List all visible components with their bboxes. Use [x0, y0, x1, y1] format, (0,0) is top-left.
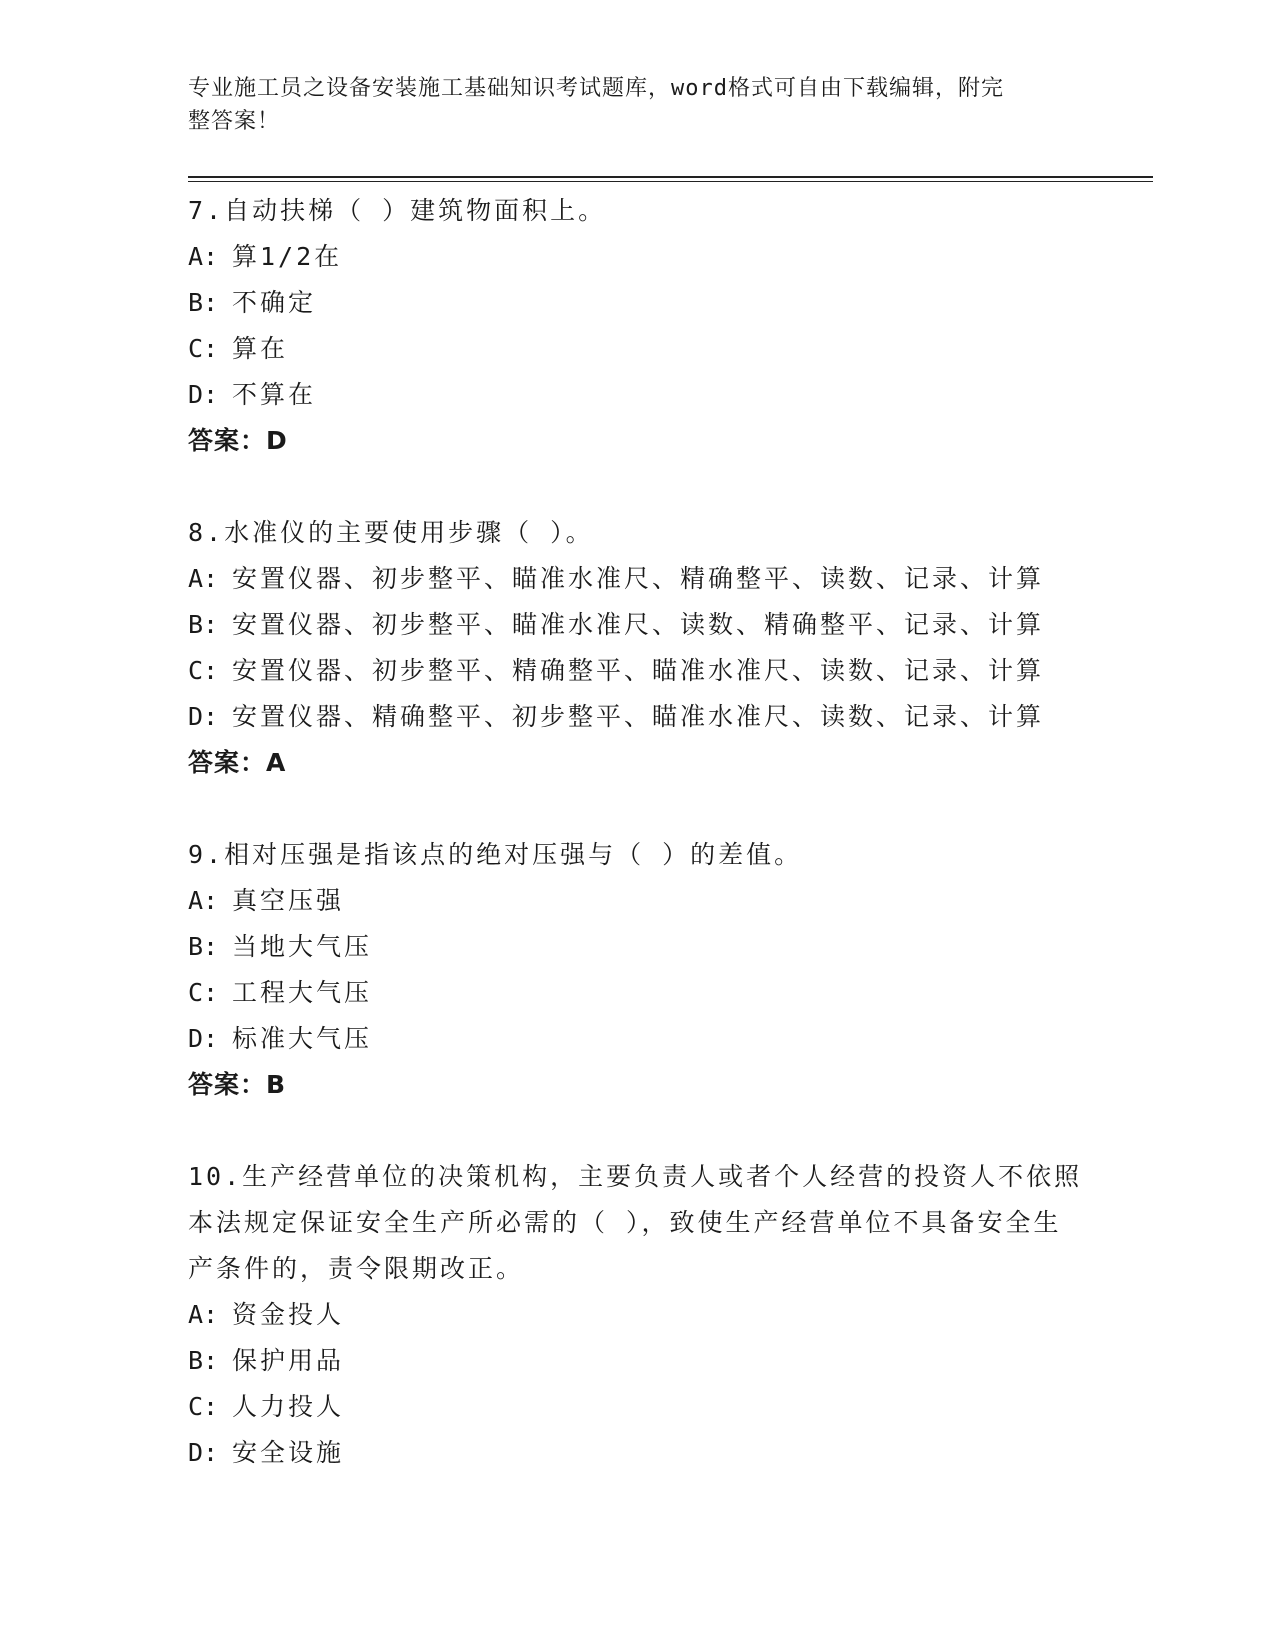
option-d [188, 694, 1088, 740]
option-key: B: [188, 932, 219, 961]
question-8 [188, 510, 1088, 786]
question-7 [188, 188, 1088, 464]
option-key: B: [188, 610, 219, 639]
answer-line: 答案：A [188, 748, 287, 777]
header-line-2: 整答案！ [188, 109, 281, 134]
option-text: 当地大气压 [232, 932, 373, 961]
option-key: D: [188, 702, 219, 731]
option-text: 工程大气压 [232, 978, 373, 1007]
option-b [188, 602, 1088, 648]
option-key: C: [188, 1392, 219, 1421]
option-text: 真空压强 [232, 886, 345, 915]
question-stem: 10.生产经营单位的决策机构，主要负责人或者个人经营的投资人不依照本法规定保证安全生产所必需的（ ），致使生产经营单位不具备安全生产条件的，责令限期改正。 [188, 1162, 1083, 1283]
question-10 [188, 1154, 1088, 1476]
header-divider-thin [188, 181, 1153, 182]
question-list [188, 188, 1088, 1522]
option-a [188, 234, 1088, 280]
question-stem: 9.相对压强是指该点的绝对压强与（ ）的差值。 [188, 840, 803, 869]
option-key: A: [188, 886, 219, 915]
option-c [188, 1384, 1088, 1430]
option-d [188, 372, 1088, 418]
option-key: C: [188, 334, 219, 363]
option-key: A: [188, 564, 219, 593]
option-d [188, 1016, 1088, 1062]
document-header [188, 72, 1088, 138]
option-a [188, 878, 1088, 924]
option-text: 算1/2在 [232, 242, 343, 271]
option-text: 标准大气压 [232, 1024, 373, 1053]
option-c [188, 970, 1088, 1016]
option-key: C: [188, 656, 219, 685]
option-key: A: [188, 1300, 219, 1329]
header-line-1: 专业施工员之设备安装施工基础知识考试题库，word格式可自由下载编辑，附完 [188, 76, 1004, 101]
answer-line: 答案：B [188, 1070, 287, 1099]
option-text: 人力投人 [232, 1392, 345, 1421]
option-b [188, 280, 1088, 326]
option-key: A: [188, 242, 219, 271]
option-key: B: [188, 288, 219, 317]
option-text: 保护用品 [232, 1346, 345, 1375]
option-d [188, 1430, 1088, 1476]
option-a [188, 1292, 1088, 1338]
option-text: 不确定 [232, 288, 317, 317]
option-text: 安置仪器、初步整平、精确整平、瞄准水准尺、读数、记录、计算 [232, 656, 1045, 685]
option-text: 安置仪器、初步整平、瞄准水准尺、读数、精确整平、记录、计算 [232, 610, 1045, 639]
option-text: 算在 [232, 334, 289, 363]
option-text: 资金投人 [232, 1300, 345, 1329]
option-key: D: [188, 380, 219, 409]
question-stem: 7.自动扶梯（ ）建筑物面积上。 [188, 196, 607, 225]
option-b [188, 924, 1088, 970]
question-9 [188, 832, 1088, 1108]
option-text: 安置仪器、精确整平、初步整平、瞄准水准尺、读数、记录、计算 [232, 702, 1045, 731]
option-key: C: [188, 978, 219, 1007]
question-stem: 8.水准仪的主要使用步骤（ ）。 [188, 518, 594, 547]
option-key: B: [188, 1346, 219, 1375]
option-text: 安置仪器、初步整平、瞄准水准尺、精确整平、读数、记录、计算 [232, 564, 1045, 593]
header-divider-thick [188, 176, 1153, 178]
option-a [188, 556, 1088, 602]
option-text: 安全设施 [232, 1438, 345, 1467]
answer-line: 答案：D [188, 426, 288, 455]
option-c [188, 648, 1088, 694]
option-c [188, 326, 1088, 372]
option-text: 不算在 [232, 380, 317, 409]
option-key: D: [188, 1024, 219, 1053]
option-b [188, 1338, 1088, 1384]
option-key: D: [188, 1438, 219, 1467]
